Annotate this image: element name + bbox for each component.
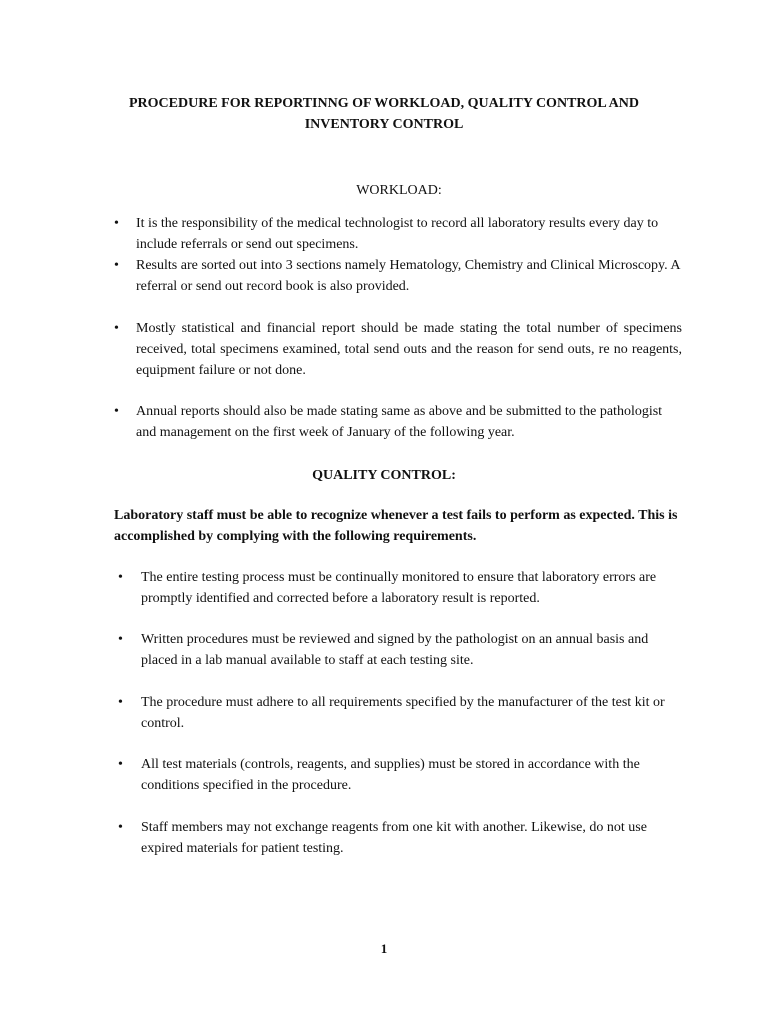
page-title: PROCEDURE FOR REPORTINNG OF WORKLOAD, QUALITY CONTROL AND INVENTORY CONTROL bbox=[128, 96, 640, 132]
bullet-icon: • bbox=[118, 570, 123, 585]
bullet-icon: • bbox=[114, 404, 119, 419]
bullet-text: All test materials (controls, reagents, and supplies) must be stored in accordance with the conditions specified in the procedure. bbox=[141, 757, 640, 793]
page-number: 1 bbox=[380, 941, 388, 956]
quality-control-intro: Laboratory staff must be able to recognize whenever a test fails to perform as expected. This is accomplished by complying with the following requirements. bbox=[114, 508, 678, 544]
bullet-text: The procedure must adhere to all requirements specified by the manufacturer of the test kit or control. bbox=[141, 695, 665, 731]
bullet-text: The entire testing process must be continually monitored to ensure that laboratory errors are promptly identified and corrected before a laboratory result is reported. bbox=[141, 570, 657, 606]
bullet-icon: • bbox=[118, 757, 123, 772]
bullet-text: Written procedures must be reviewed and signed by the pathologist on an annual basis and placed in a lab manual available to staff at each testing site. bbox=[141, 632, 649, 668]
bullet-icon: • bbox=[118, 632, 123, 647]
bullet-text: Mostly statistical and financial report should be made stating the total number of specimens received, total specimens examined, total send outs and the reason for send outs, re no reagents, equipment failure or not done. bbox=[136, 321, 682, 378]
bullet-text: Results are sorted out into 3 sections namely Hematology, Chemistry and Clinical Microscopy. A referral or send out record book is also provided. bbox=[136, 258, 680, 294]
quality-control-heading: QUALITY CONTROL: bbox=[312, 468, 456, 483]
bullet-icon: • bbox=[114, 258, 119, 273]
bullet-icon: • bbox=[118, 695, 123, 710]
bullet-icon: • bbox=[114, 321, 119, 336]
bullet-text: It is the responsibility of the medical technologist to record all laboratory results every day to include referrals or send out specimens. bbox=[136, 216, 659, 252]
bullet-icon: • bbox=[118, 820, 123, 835]
bullet-icon: • bbox=[114, 216, 119, 231]
workload-heading: WORKLOAD: bbox=[356, 183, 442, 198]
bullet-text: Staff members may not exchange reagents from one kit with another. Likewise, do not use expired materials for patient testing. bbox=[141, 820, 647, 856]
bullet-text: Annual reports should also be made stating same as above and be submitted to the pathologist and management on the first week of January of the following year. bbox=[136, 404, 663, 440]
